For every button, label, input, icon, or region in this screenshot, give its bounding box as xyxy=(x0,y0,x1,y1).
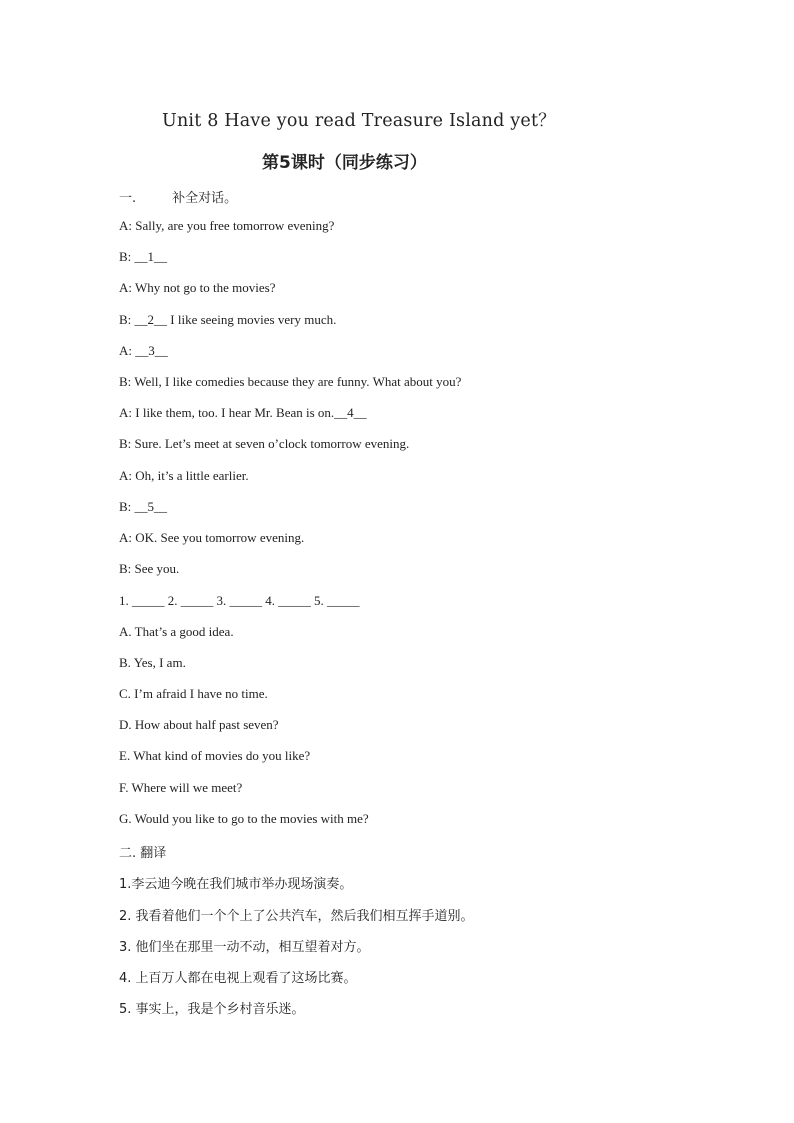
section-2-heading: 二. 翻译 xyxy=(119,846,167,861)
dialogue-line: B: __2__ I like seeing movies very much. xyxy=(119,312,337,327)
section-1-number: 一. xyxy=(119,191,137,206)
dialogue-line: B: __1__ xyxy=(119,249,168,264)
translation-item: 3. 他们坐在那里一动不动，相互望着对方。 xyxy=(119,940,370,955)
dialogue-line: B: __5__ xyxy=(119,499,168,514)
option-item: F. Where will we meet? xyxy=(119,780,243,795)
translation-item: 2. 我看着他们一个个上了公共汽车，然后我们相互挥手道别。 xyxy=(119,909,474,924)
dialogue-line: A: OK. See you tomorrow evening. xyxy=(119,530,305,545)
dialogue-line: A: Oh, it’s a little earlier. xyxy=(119,468,249,483)
translation-item: 4. 上百万人都在电视上观看了这场比赛。 xyxy=(119,971,357,986)
translation-item: 1.李云迪今晚在我们城市举办现场演奏。 xyxy=(119,877,353,892)
section-1-heading xyxy=(119,187,237,206)
option-item: E. What kind of movies do you like? xyxy=(119,748,311,763)
dialogue-line: A: Sally, are you free tomorrow evening? xyxy=(119,218,335,233)
dialogue-line: A: Why not go to the movies? xyxy=(119,280,276,295)
dialogue-line: A: __3__ xyxy=(119,343,168,358)
option-item: A. That’s a good idea. xyxy=(119,624,234,639)
option-item: D. How about half past seven? xyxy=(119,717,279,732)
answer-blanks: 1. _____ 2. _____ 3. _____ 4. _____ 5. _____ xyxy=(119,593,360,608)
page-subtitle: 第5课时（同步练习） xyxy=(262,153,427,173)
dialogue-line: B: Sure. Let’s meet at seven o’clock tomorrow evening. xyxy=(119,436,410,451)
section-1-title: 补全对话。 xyxy=(172,191,238,206)
dialogue-line: B: Well, I like comedies because they are funny. What about you? xyxy=(119,374,462,389)
option-item: C. I’m afraid I have no time. xyxy=(119,686,268,701)
dialogue-line: A: I like them, too. I hear Mr. Bean is on.__4__ xyxy=(119,405,367,420)
option-item: B. Yes, I am. xyxy=(119,655,186,670)
option-item: G. Would you like to go to the movies with me? xyxy=(119,811,369,826)
dialogue-line: B: See you. xyxy=(119,561,180,576)
translation-item: 5. 事实上，我是个乡村音乐迷。 xyxy=(119,1002,305,1017)
page-title: Unit 8 Have you read Treasure Island yet？ xyxy=(162,111,556,131)
